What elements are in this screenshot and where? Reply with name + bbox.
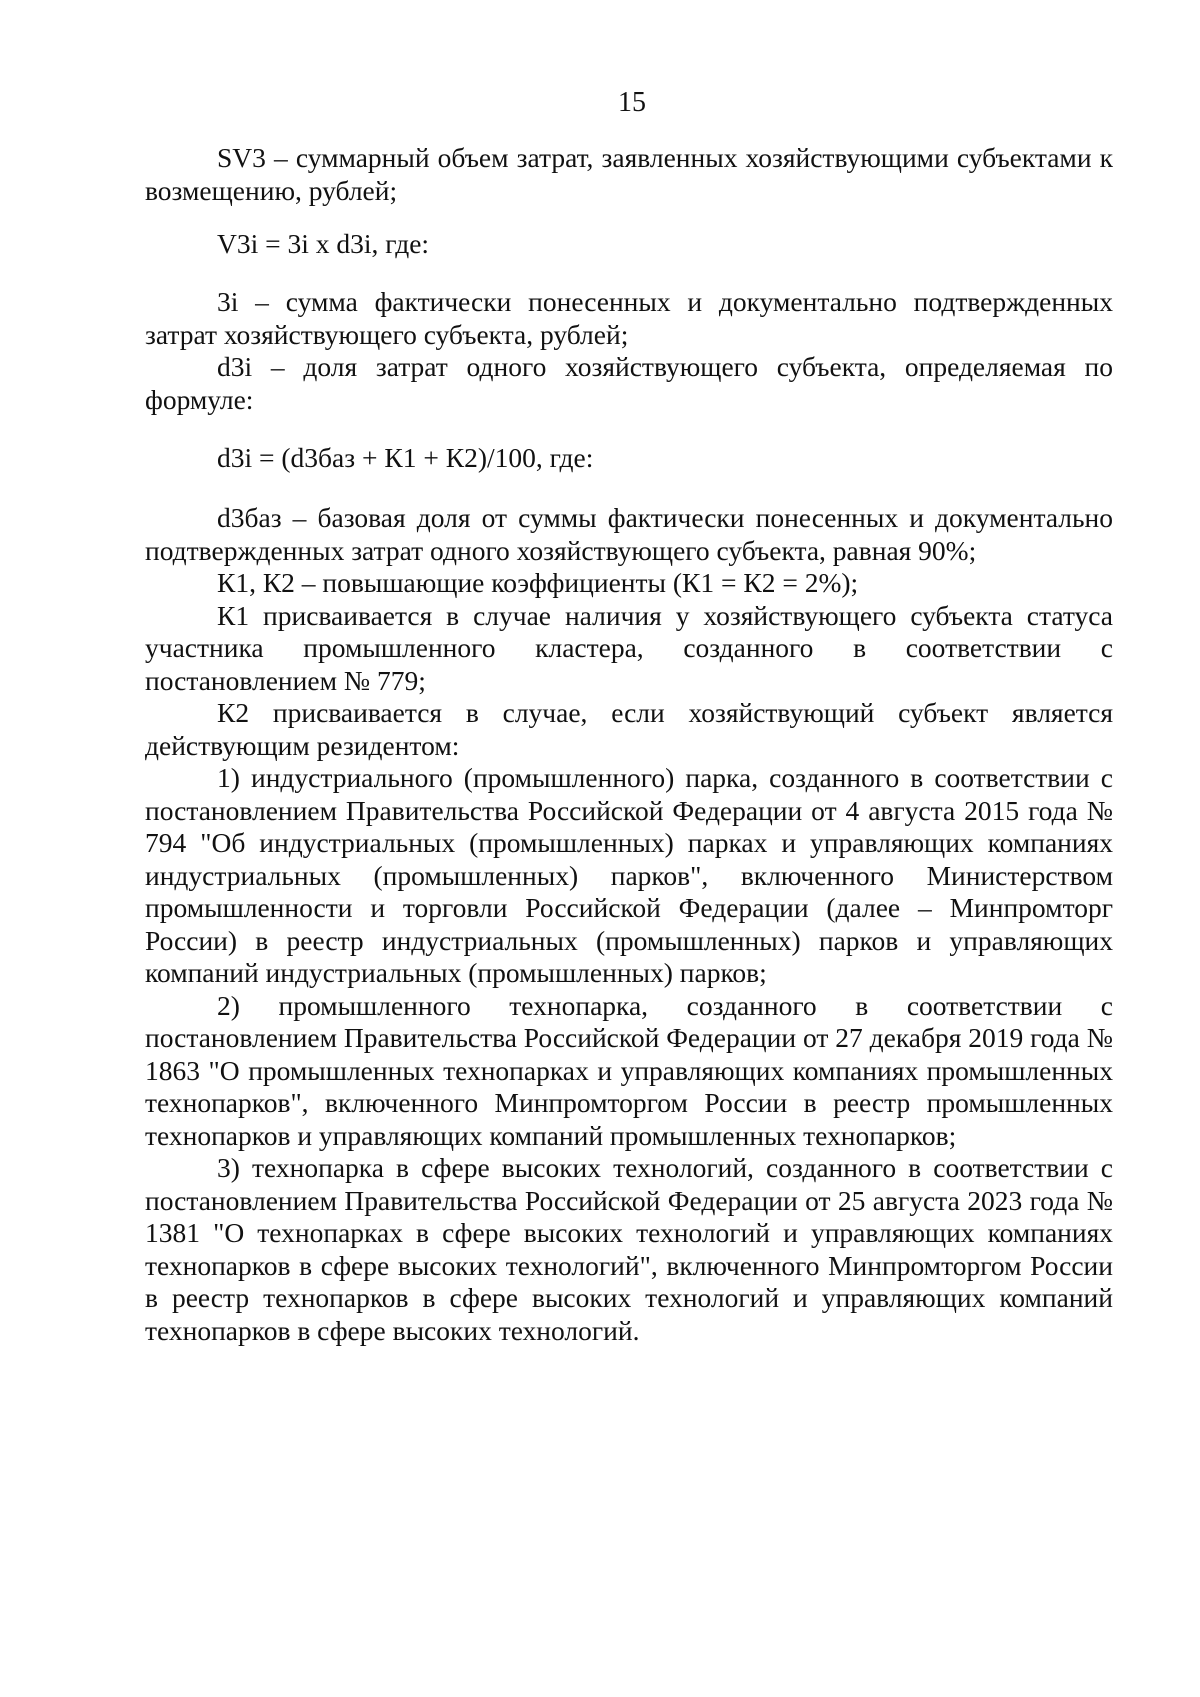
- paragraph-body: [145, 502, 1113, 1347]
- paragraph-text: К2 присваивается в случае, если хозяйствующий субъект является действующим резидентом:: [145, 697, 1113, 761]
- formula-text: d3i = (d3баз + К1 + К2)/100, где:: [217, 442, 594, 473]
- paragraph-text: d3i – доля затрат одного хозяйствующего субъекта, определяемая по формуле:: [145, 351, 1113, 415]
- paragraph-text: 2) промышленного технопарка, созданного в соответствии с постановлением Правительства Российской Федерации от 27 декабря 2019 года № 1863 "О промышленных технопарках и управляющих компаниях промышленных технопарков", включенного Минпромторгом России в реестр промышленных технопарков и управляющих компаний промышленных технопарков;: [145, 989, 1113, 1151]
- paragraph-text: 3i – сумма фактически понесенных и документально подтвержденных затрат хозяйствующего субъекта, рублей;: [145, 286, 1113, 350]
- paragraph-text: 3) технопарка в сфере высоких технологий, созданного в соответствии с постановлением Правительства Российской Федерации от 25 августа 2023 года № 1381 "О технопарках в сфере высоких технологий и управляющих компаниях технопарков в сфере высоких технологий", включенного Минпромторгом России в реестр технопарков в сфере высоких технологий и управляющих компаний технопарков в сфере высоких технологий.: [145, 1152, 1113, 1346]
- paragraph-text: К1, К2 – повышающие коэффициенты (К1 = К2 = 2%);: [217, 567, 859, 598]
- paragraph-3i: [145, 286, 1113, 416]
- formula-v3i: [145, 228, 1113, 261]
- paragraph-sv3: [145, 142, 1113, 207]
- formula-text: V3i = 3i х d3i, где:: [217, 228, 430, 259]
- paragraph-text: К1 присваивается в случае наличия у хозяйствующего субъекта статуса участника промышленного кластера, созданного в соответствии с постановлением № 779;: [145, 599, 1113, 696]
- paragraph-text: d3баз – базовая доля от суммы фактически понесенных и документально подтвержденных затрат одного хозяйствующего субъекта, равная 90%;: [145, 502, 1113, 566]
- paragraph-text: SV3 – суммарный объем затрат, заявленных хозяйствующими субъектами к возмещению, рублей;: [145, 142, 1113, 206]
- paragraph-text: 1) индустриального (промышленного) парка, созданного в соответствии с постановлением Правительства Российской Федерации от 4 августа 2015 года № 794 "Об индустриальных (промышленных) парках и управляющих компаниях индустриальных (промышленных) парков", включенного Министерством промышленности и торговли Российской Федерации (далее – Минпромторг России) в реестр индустриальных (промышленных) парков и управляющих компаний индустриальных (промышленных) парков;: [145, 762, 1113, 988]
- formula-d3i: [145, 442, 1113, 475]
- page-number: 15: [618, 87, 646, 118]
